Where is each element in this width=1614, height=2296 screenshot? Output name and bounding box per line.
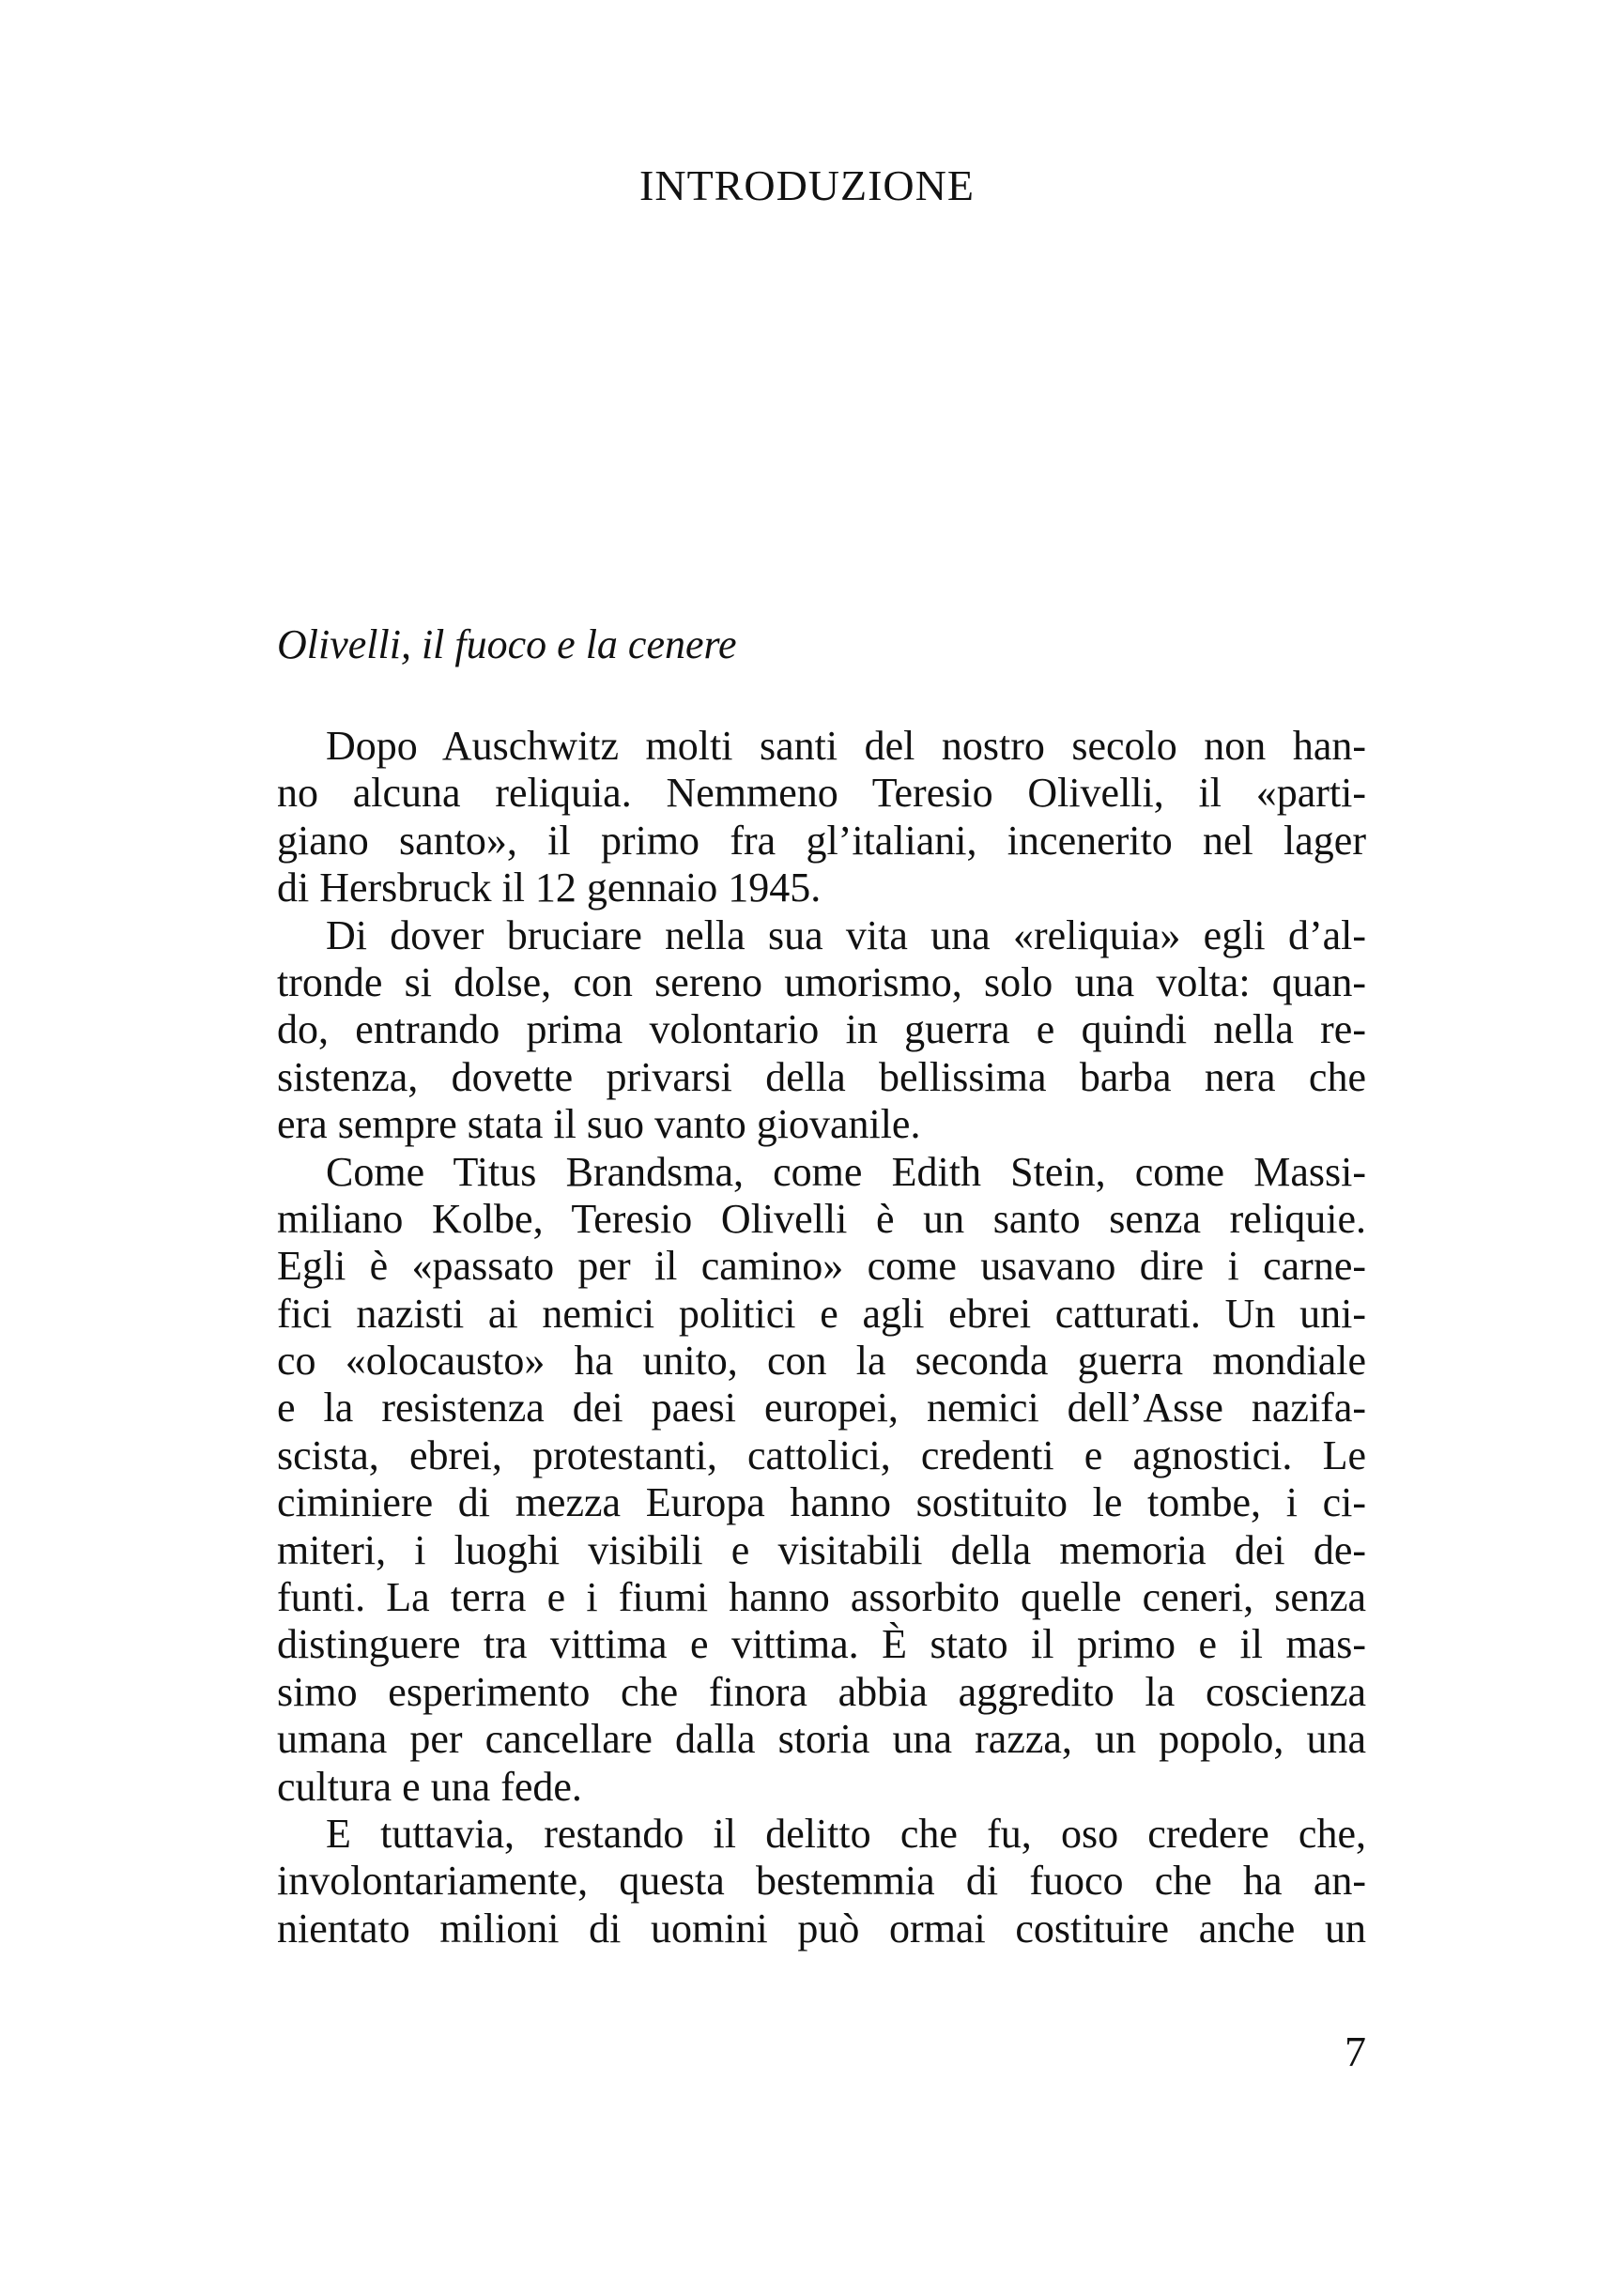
text-line: umana per cancellare dalla storia una razza, un popolo, una <box>277 1716 1366 1763</box>
text-line: simo esperimento che finora abbia aggredito la coscienza <box>277 1668 1366 1715</box>
text-line: no alcuna reliquia. Nemmeno Teresio Olivelli, il «parti- <box>277 770 1366 817</box>
body-text <box>277 723 1366 1952</box>
text-line: tronde si dolse, con sereno umorismo, solo una volta: quan- <box>277 958 1366 1005</box>
text-line: cultura e una fede. <box>277 1763 582 1810</box>
text-line: Come Titus Brandsma, come Edith Stein, come Massi- <box>326 1148 1366 1195</box>
chapter-heading: INTRODUZIONE <box>639 161 975 209</box>
text-line: miliano Kolbe, Teresio Olivelli è un santo senza reliquie. <box>277 1195 1366 1242</box>
section-title: Olivelli, il fuoco e la cenere <box>277 621 737 667</box>
text-line: do, entrando prima volontario in guerra e quindi nella re- <box>277 1006 1366 1053</box>
text-line: e la resistenza dei paesi europei, nemici dell’Asse nazifa- <box>277 1385 1366 1431</box>
text-line: E tuttavia, restando il delitto che fu, oso credere che, <box>326 1810 1366 1857</box>
text-line: miteri, i luoghi visibili e visitabili della memoria dei de- <box>277 1526 1366 1573</box>
text-line: funti. La terra e i fiumi hanno assorbito quelle ceneri, senza <box>277 1574 1366 1621</box>
text-line: ciminiere di mezza Europa hanno sostituito le tombe, i ci- <box>277 1479 1366 1526</box>
text-line: distinguere tra vittima e vittima. È stato il primo e il mas- <box>277 1621 1366 1668</box>
text-line: giano santo», il primo fra gl’italiani, incenerito nel lager <box>277 817 1366 864</box>
text-line: era sempre stata il suo vanto giovanile. <box>277 1101 921 1148</box>
text-line: sistenza, dovette privarsi della bellissima barba nera che <box>277 1053 1366 1100</box>
text-line: di Hersbruck il 12 gennaio 1945. <box>277 865 822 911</box>
text-line: Egli è «passato per il camino» come usavano dire i carne- <box>277 1243 1366 1290</box>
page-number: 7 <box>1345 2028 1366 2075</box>
text-line: nientato milioni di uomini può ormai costituire anche un <box>277 1905 1366 1952</box>
text-line: scista, ebrei, protestanti, cattolici, credenti e agnostici. Le <box>277 1431 1366 1478</box>
text-line: fici nazisti ai nemici politici e agli ebrei catturati. Un uni- <box>277 1290 1366 1337</box>
text-line: Dopo Auschwitz molti santi del nostro secolo non han- <box>326 723 1366 769</box>
text-line: co «olocausto» ha unito, con la seconda guerra mondiale <box>277 1338 1366 1385</box>
text-line: Di dover bruciare nella sua vita una «reliquia» egli d’al- <box>326 911 1366 958</box>
text-line: involontariamente, questa bestemmia di fuoco che ha an- <box>277 1858 1366 1905</box>
